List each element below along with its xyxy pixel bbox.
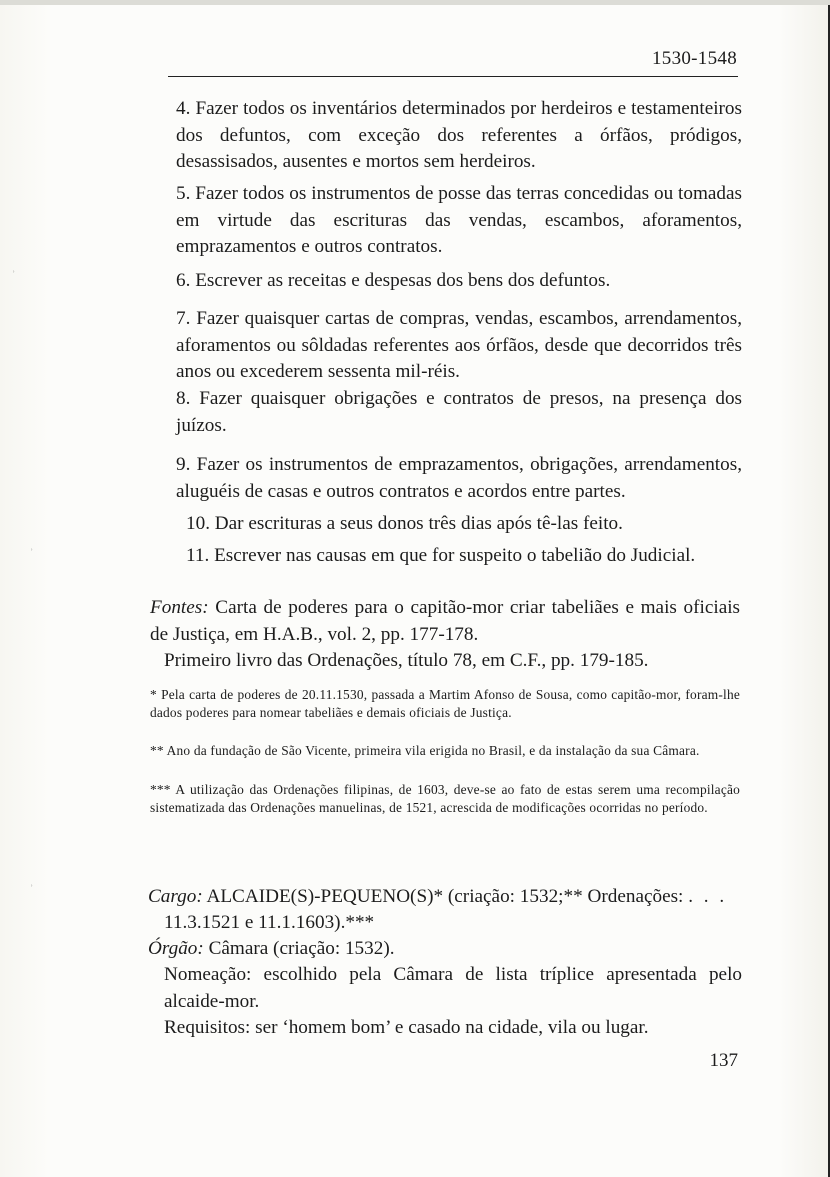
footnote-mark: * xyxy=(150,687,157,702)
footnote-mark: *** xyxy=(150,782,171,797)
cargo-title: ALCAIDE(S)-PEQUENO(S)* (criação: 1532;** Ordenações: xyxy=(206,886,684,907)
orgao-label: Órgão xyxy=(148,938,198,959)
footnote-2 xyxy=(150,742,740,760)
orgao-value: Câmara (criação: 1532). xyxy=(208,938,395,959)
page-number: 137 xyxy=(709,1050,738,1071)
list-item-6 xyxy=(176,268,742,295)
list-item-9 xyxy=(176,452,742,505)
item-number: 7. xyxy=(176,308,191,329)
item-number: 10. xyxy=(186,513,210,534)
sources-line-1: Carta de poderes para o capitão-mor criar tabeliães e mais oficiais de Justiça, em H.A.B., vol. 2, pp. 177-178. xyxy=(150,597,741,645)
item-text: Fazer os instrumentos de emprazamentos, obrigações, arrendamentos, aluguéis de casas e outros contratos e acordos entre partes. xyxy=(176,454,742,502)
list-item-7 xyxy=(176,306,742,386)
item-number: 4. xyxy=(176,98,191,119)
item-text: Dar escrituras a seus donos três dias após tê-las feito. xyxy=(214,513,623,534)
scan-speck: ʾ xyxy=(30,884,34,895)
list-item-8 xyxy=(176,386,742,439)
sources-line-2: Primeiro livro das Ordenações, título 78, em C.F., pp. 179-185. xyxy=(164,650,649,671)
item-number: 6. xyxy=(176,270,191,291)
sources-label: Fontes xyxy=(150,597,203,618)
footnote-1 xyxy=(150,686,740,722)
cargo-line-2: 11.3.1521 e 11.1.1603).*** xyxy=(164,912,375,933)
footnote-text: Pela carta de poderes de 20.11.1530, passada a Martim Afonso de Sousa, como capitão-mor, foram-lhe dados poderes para nomear tabeliães e demais oficiais de Justiça. xyxy=(150,687,740,720)
item-number: 5. xyxy=(176,183,191,204)
page-top-edge xyxy=(0,0,830,5)
item-text: Fazer todos os instrumentos de posse das terras concedidas ou tomadas em virtude das escrituras das vendas, escambos, aforamentos, emprazamentos e outros contratos. xyxy=(176,183,743,257)
item-number: 11. xyxy=(186,545,210,566)
item-text: Fazer todos os inventários determinados por herdeiros e testamenteiros dos defuntos, com exceção dos referentes a órfãos, pródigos, desassisados, ausentes e mortos sem herdeiros. xyxy=(176,98,742,172)
orgao-line: Órgão: Câmara (criação: 1532). xyxy=(148,938,395,959)
list-item-10 xyxy=(186,511,742,538)
scan-speck: ʾ xyxy=(30,548,34,559)
scan-speck: ʾ xyxy=(12,270,16,281)
nomeacao-text: Nomeação: escolhido pela Câmara de lista tríplice apresentada pelo alcaide-mor. xyxy=(164,964,742,1012)
cargo-label: Cargo xyxy=(148,886,197,907)
item-text: Fazer quaisquer cartas de compras, vendas, escambos, arrendamentos, aforamentos ou sôldadas referentes aos órfãos, desde que decorridos três anos ou excederem sessenta mil-réis. xyxy=(176,308,743,382)
requisitos-text: Requisitos: ser ‘homem bom’ e casado na cidade, vila ou lugar. xyxy=(164,1017,649,1038)
list-item-5 xyxy=(176,181,742,261)
running-head: 1530-1548 xyxy=(651,48,737,69)
footnote-3 xyxy=(150,781,740,817)
cargo-line-1: Cargo: ALCAIDE(S)-PEQUENO(S)* (criação: 1532;** Ordenações: . . . xyxy=(148,886,728,907)
item-text: Escrever as receitas e despesas dos bens dos defuntos. xyxy=(195,270,611,291)
item-number: 9. xyxy=(176,454,191,475)
sources-block: Fontes: Carta de poderes para o capitão-mor criar tabeliães e mais oficiais de Justiça, em H.A.B., vol. 2, pp. 177-178. xyxy=(150,597,741,645)
footnote-mark: ** xyxy=(150,743,164,758)
item-text: Escrever nas causas em que for suspeito o tabelião do Judicial. xyxy=(214,545,696,566)
header-rule xyxy=(168,76,738,77)
item-text: Fazer quaisquer obrigações e contratos de presos, na presença dos juízos. xyxy=(176,388,743,436)
list-item-11 xyxy=(186,543,742,570)
footnote-text: Ano da fundação de São Vicente, primeira vila erigida no Brasil, e da instalação da sua Câmara. xyxy=(166,743,700,758)
item-number: 8. xyxy=(176,388,191,409)
footnote-text: A utilização das Ordenações filipinas, de 1603, deve-se ao fato de estas serem uma recompilação sistematizada das Ordenações manuelinas, de 1521, acrescida de modificações ocorridas no período. xyxy=(150,782,741,815)
list-item-4 xyxy=(176,96,742,176)
